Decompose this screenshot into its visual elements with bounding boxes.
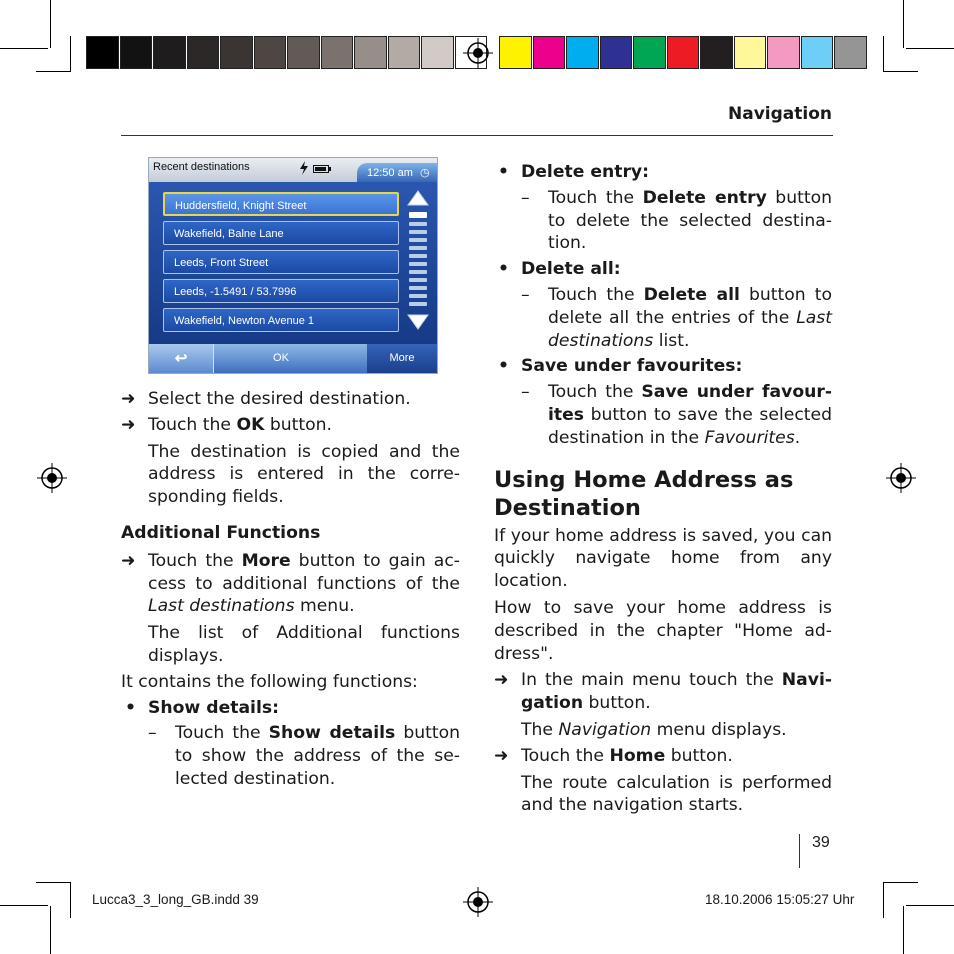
bullet-description: – Touch the Delete entry button to delete the selected destina-tion. [521, 187, 832, 254]
arrow-icon: ➜ [494, 670, 509, 691]
list-item[interactable]: Wakefield, Newton Avenue 1 [163, 308, 399, 332]
destination-list [149, 182, 437, 344]
color-patch [120, 36, 153, 69]
scroll-track-tick [409, 222, 427, 226]
instruction-step: ➜ In the main menu touch the Navi-gation button. [494, 670, 832, 714]
color-patch [321, 36, 354, 69]
scroll-track-tick [409, 246, 427, 250]
crop-mark [884, 882, 918, 883]
arrow-icon: ➜ [494, 745, 509, 766]
clock-time: 12:50 am [367, 167, 413, 179]
registration-mark-icon [37, 463, 67, 493]
list-item[interactable]: Leeds, Front Street [163, 250, 399, 274]
registration-mark-icon [463, 887, 493, 917]
color-patch [354, 36, 387, 69]
instruction-result: The list of Additional functions displays. [148, 623, 460, 666]
screen-button-bar [149, 344, 437, 373]
instruction-step: ➜ Select the desired destination. [121, 389, 411, 409]
crop-mark [906, 905, 954, 906]
bullet-item: • Delete entry: [498, 162, 649, 182]
left-column [121, 388, 460, 791]
crop-mark [884, 71, 918, 72]
list-item[interactable]: Huddersfield, Knight Street [163, 192, 399, 216]
list-item[interactable]: Wakefield, Balne Lane [163, 221, 399, 245]
arrow-icon: ➜ [121, 414, 136, 435]
screen-title: Recent destinations [153, 161, 250, 173]
body-text: How to save your home address is described in the chapter "Home ad-dress". [494, 597, 832, 664]
color-patch [566, 36, 599, 69]
crop-mark [70, 36, 71, 72]
crop-mark [903, 906, 904, 954]
color-patch [700, 36, 733, 69]
subsection-heading: Additional Functions [121, 522, 321, 543]
header-rule [121, 135, 833, 136]
scroll-track-tick [409, 270, 427, 274]
instruction-result: The Navigation menu displays. [521, 719, 787, 740]
back-button[interactable] [149, 344, 214, 373]
list-item[interactable]: Leeds, -1.5491 / 53.7996 [163, 279, 399, 303]
clock-display [357, 163, 437, 184]
color-patch [600, 36, 633, 69]
scroll-track-tick [409, 286, 427, 290]
body-text: It contains the following functions: [121, 671, 418, 692]
battery-icon [313, 165, 331, 173]
color-patch [388, 36, 421, 69]
bullet-item: • Show details: [125, 697, 279, 718]
page-number: 39 [812, 834, 830, 851]
crop-mark [36, 882, 70, 883]
bullet-description: – Touch the Show details button to show the address of the se-lected destination. [148, 723, 461, 789]
color-patch [834, 36, 867, 69]
scroll-track-tick [409, 302, 427, 306]
color-patch [86, 36, 119, 69]
color-patch [499, 36, 532, 69]
scroll-track-tick [409, 294, 427, 298]
crop-mark [883, 882, 884, 918]
color-patch [153, 36, 186, 69]
instruction-result: The destination is copied and the address is entered in the corre-sponding fields. [148, 441, 460, 508]
scroll-track-tick [409, 254, 427, 258]
bullet-item: • Delete all: [498, 259, 621, 280]
color-patch [767, 36, 800, 69]
crop-mark [0, 48, 48, 49]
color-patch [287, 36, 320, 69]
arrow-icon: ➜ [121, 550, 136, 571]
bullet-description: – Touch the Delete all button to delete all the entries of the Last destinations list. [521, 284, 832, 351]
back-arrow-icon: ↩ [174, 350, 188, 367]
page-number-rule [799, 834, 800, 868]
scroll-up-icon[interactable] [407, 190, 429, 206]
instruction-result: The route calculation is performed and the navigation starts. [521, 772, 832, 816]
scrollbar[interactable] [407, 190, 429, 330]
color-patch [421, 36, 454, 69]
crop-mark [906, 48, 954, 49]
scroll-track-tick [409, 262, 427, 266]
scroll-down-icon[interactable] [407, 314, 429, 330]
crop-mark [0, 905, 48, 906]
color-patch [633, 36, 666, 69]
scroll-position-indicator [409, 212, 427, 218]
crop-mark [50, 0, 51, 48]
bullet-icon: • [498, 356, 509, 377]
slug-date: 18.10.2006 15:05:27 Uhr [705, 892, 855, 907]
color-patch [187, 36, 220, 69]
color-patch [667, 36, 700, 69]
crop-mark [883, 36, 884, 72]
crop-mark [50, 906, 51, 954]
crop-mark [70, 882, 71, 918]
bullet-icon: • [125, 697, 136, 718]
right-column [494, 161, 832, 817]
crop-mark [36, 71, 70, 72]
more-button[interactable]: More [367, 344, 437, 373]
section-title: Navigation [728, 104, 832, 124]
section-heading: Using Home Address as Destination [494, 466, 794, 521]
ok-button[interactable]: OK [273, 352, 289, 364]
bullet-icon: • [498, 259, 509, 280]
body-text: If your home address is saved, you can quickly navigate home from any location. [494, 525, 832, 592]
color-patch [220, 36, 253, 69]
color-patch [254, 36, 287, 69]
instruction-step: ➜ Touch the Home button. [494, 745, 733, 766]
bullet-item: • Save under favourites: [498, 356, 743, 377]
instruction-step: ➜ Touch the More button to gain ac-cess to additional functions of the Last destinations menu. [121, 550, 460, 617]
slug-file: Lucca3_3_long_GB.indd 39 [92, 892, 259, 907]
registration-mark-icon [886, 463, 916, 493]
scroll-track-tick [409, 278, 427, 282]
color-patch [801, 36, 834, 69]
clock-icon: ◷ [419, 167, 430, 179]
arrow-icon: ➜ [121, 389, 136, 409]
color-patch [533, 36, 566, 69]
bullet-description: – Touch the Save under favour-ites button to save the selected destination in the Favourites. [521, 382, 832, 448]
instruction-step: ➜ Touch the OK button. [121, 414, 333, 435]
color-patch [734, 36, 767, 69]
crop-mark [903, 0, 904, 48]
registration-mark-icon [463, 38, 493, 68]
device-screenshot [148, 157, 438, 374]
scroll-track-tick [409, 238, 427, 242]
bullet-icon: • [498, 162, 509, 182]
lightning-icon [299, 161, 309, 175]
scroll-track-tick [409, 230, 427, 234]
